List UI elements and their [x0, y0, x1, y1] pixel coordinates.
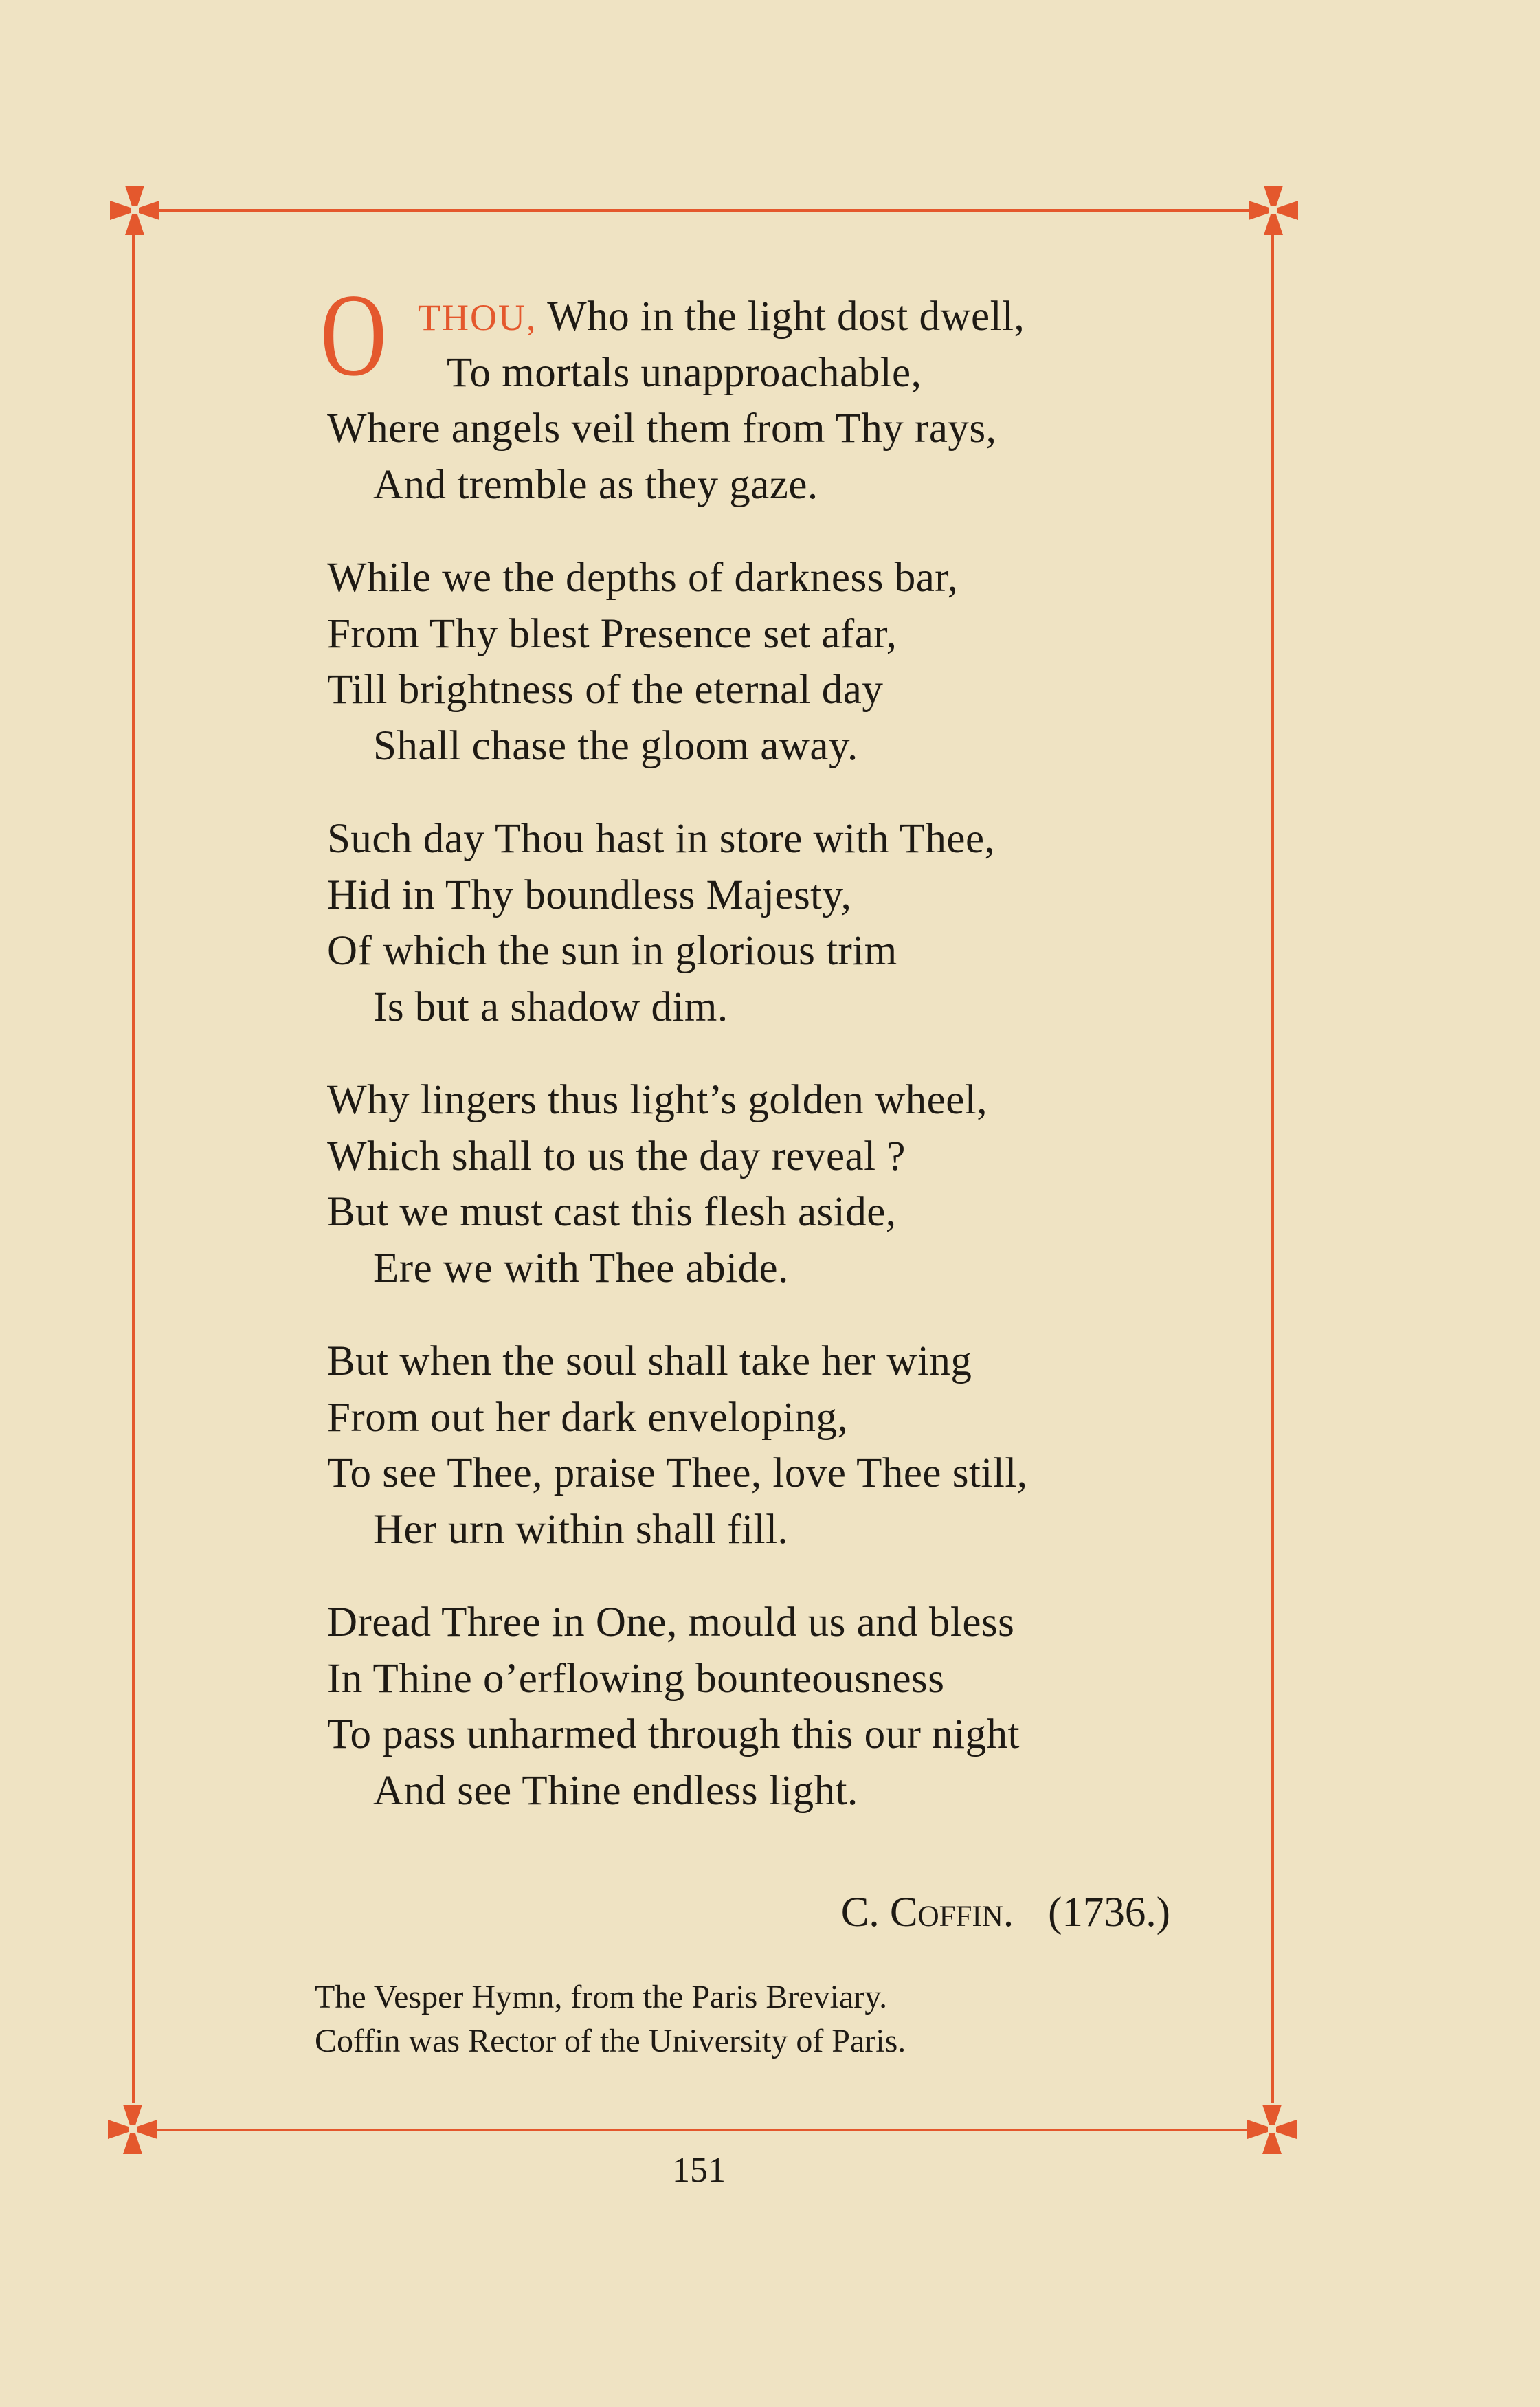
- poem: [327, 289, 1220, 1856]
- drop-cap: O: [320, 270, 387, 401]
- stanza: [327, 1072, 1220, 1296]
- border-bottom: [155, 2129, 1254, 2131]
- page-number: 151: [672, 2151, 726, 2190]
- poem-line: To mortals unapproachable,: [447, 349, 922, 396]
- footnote-line: Coffin was Rector of the University of Paris.: [315, 2023, 906, 2059]
- poem-line: Dread Three in One, mould us and bless: [327, 1599, 1015, 1645]
- stanza: [327, 289, 1220, 513]
- author: C. Coffin.: [840, 1889, 1014, 1935]
- border-right: [1271, 234, 1274, 2103]
- poem-line: Why lingers thus light’s golden wheel,: [327, 1077, 987, 1123]
- cross-pattee-icon: [1246, 2103, 1298, 2155]
- poem-line: Of which the sun in glorious trim: [327, 928, 897, 974]
- poem-line: To see Thee, praise Thee, love Thee still,: [327, 1450, 1028, 1496]
- poem-line: Where angels veil them from Thy rays,: [327, 406, 997, 452]
- stanza: [327, 1595, 1220, 1819]
- poem-line: [327, 289, 1220, 345]
- opening-words: THOU,: [418, 297, 537, 338]
- poem-line: To pass unharmed through this our night: [327, 1711, 1020, 1757]
- poem-line: Ere we with Thee abide.: [373, 1245, 789, 1291]
- poem-line: Till brightness of the eternal day: [327, 667, 884, 713]
- attribution: [841, 1889, 1170, 1937]
- poem-line: In Thine o’erflowing bounteousness: [327, 1655, 945, 1702]
- border-left: [132, 234, 135, 2103]
- poem-line: Such day Thou hast in store with Thee,: [327, 816, 996, 862]
- poem-line: Her urn within shall fill.: [373, 1506, 789, 1553]
- poem-line: Shall chase the gloom away.: [373, 722, 858, 769]
- stanza: [327, 550, 1220, 774]
- poem-line: And tremble as they gaze.: [373, 461, 818, 508]
- poem-line: But when the soul shall take her wing: [327, 1338, 972, 1384]
- year: (1736.): [1048, 1889, 1170, 1935]
- footnote-line: The Vesper Hymn, from the Paris Breviary.: [315, 1979, 888, 2015]
- stanza: [327, 811, 1220, 1035]
- cross-pattee-icon: [109, 184, 161, 236]
- poem-line: But we must cast this flesh aside,: [327, 1189, 897, 1235]
- poem-line: Is but a shadow dim.: [373, 984, 728, 1030]
- poem-line: From out her dark enveloping,: [327, 1394, 849, 1441]
- stanza: [327, 1333, 1220, 1557]
- line-text: Who in the light dost dwell,: [537, 293, 1025, 340]
- poem-line: Which shall to us the day reveal ?: [327, 1133, 906, 1179]
- poem-line: Hid in Thy boundless Majesty,: [327, 872, 852, 918]
- border-top: [155, 209, 1254, 212]
- cross-pattee-icon: [107, 2103, 159, 2155]
- poem-line: While we the depths of darkness bar,: [327, 555, 959, 601]
- poem-line: And see Thine endless light.: [373, 1767, 858, 1814]
- cross-pattee-icon: [1247, 184, 1299, 236]
- poem-line: From Thy blest Presence set afar,: [327, 610, 897, 657]
